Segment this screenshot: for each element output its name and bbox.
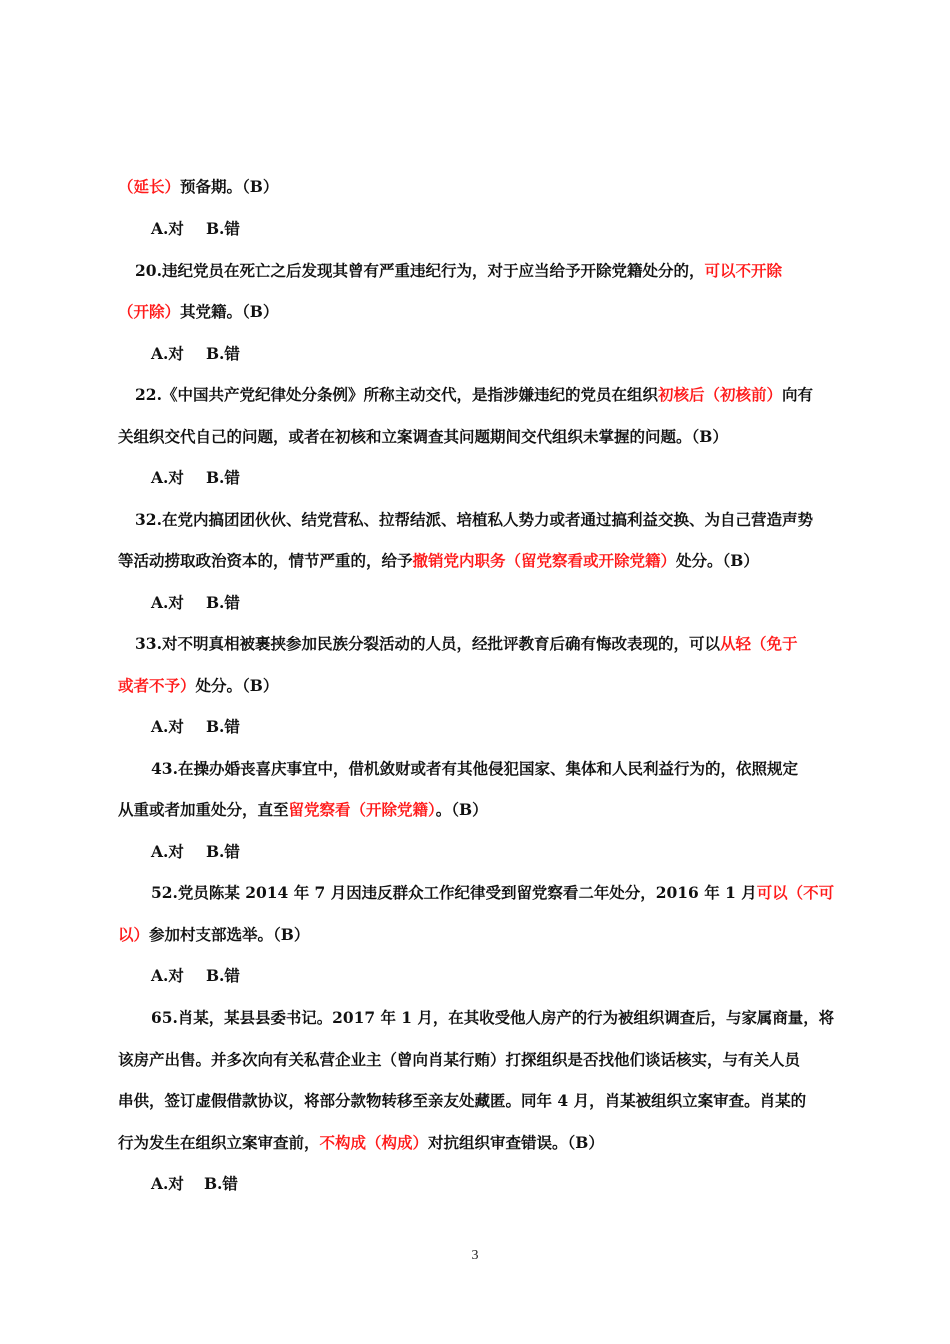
q32-tail: 处分。（B） (676, 551, 759, 570)
option-b[interactable]: B.错 (205, 593, 240, 612)
q43-tail: 。（B） (435, 800, 488, 819)
q33-line1 (135, 634, 834, 654)
q65-text: 65.肖某，某县县委书记。2017 年 1 月，在其收受他人房产的行为被组织调查后，与家属商量，将 (151, 1008, 835, 1027)
option-a[interactable]: A.对 (151, 966, 184, 985)
option-a[interactable]: A.对 (151, 717, 184, 736)
q20-text: 20.违纪党员在死亡之后发现其曾有严重违纪行为，对于应当给予开除党籍处分的， (135, 261, 705, 280)
option-a[interactable]: A.对 (151, 1174, 184, 1193)
q19-line (118, 177, 834, 197)
q19-options (151, 219, 240, 239)
q19-text: 预备期。（B） (180, 177, 279, 196)
q22-text2: 关组织交代自己的问题，或者在初核和立案调查其问题期间交代组织未掌握的问题。（B） (118, 427, 728, 446)
q32-line1 (135, 510, 834, 530)
q20-red: 可以不开除 (704, 261, 782, 280)
q32-text: 32.在党内搞团团伙伙、结党营私、拉帮结派、培植私人势力或者通过搞利益交换、为自己营造声势 (135, 510, 813, 529)
option-b[interactable]: B.错 (203, 1174, 238, 1193)
q65-tail: 对抗组织审查错误。（B） (428, 1133, 604, 1152)
q52-text: 52.党员陈某 2014 年 7 月因违反群众工作纪律受到留党察看二年处分，2016 年 1 月 (151, 883, 757, 902)
q65-line1 (151, 1008, 835, 1028)
q22-tail: 向有 (781, 385, 813, 404)
option-a[interactable]: A.对 (151, 344, 184, 363)
q22-options (151, 468, 240, 488)
q20-line1 (135, 261, 834, 281)
q65-text3: 串供，签订虚假借款协议，将部分款物转移至亲友处藏匿。同年 4 月，肖某被组织立案审查。肖某的 (118, 1091, 807, 1110)
q65-red: 不构成（构成） (319, 1133, 429, 1152)
q33-red2: 或者不予） (118, 676, 196, 695)
q20-line2 (118, 302, 834, 322)
q65-line4 (118, 1133, 834, 1153)
q33-line2 (118, 676, 834, 696)
q33-text2: 处分。（B） (195, 676, 279, 695)
q65-text4: 行为发生在组织立案审查前， (118, 1133, 320, 1152)
q22-line1 (135, 385, 834, 405)
option-b[interactable]: B.错 (205, 842, 240, 861)
q43-line1 (151, 759, 834, 779)
q22-text: 22.《中国共产党纪律处分条例》所称主动交代，是指涉嫌违纪的党员在组织 (135, 385, 658, 404)
q20-options (151, 344, 240, 364)
q65-line2 (118, 1050, 834, 1070)
q52-red: 可以（不可 (756, 883, 835, 902)
q65-line3 (118, 1091, 834, 1111)
q33-text: 33.对不明真相被裹挟参加民族分裂活动的人员，经批评教育后确有悔改表现的，可以 (135, 634, 720, 653)
option-b[interactable]: B.错 (205, 344, 240, 363)
q32-text2: 等活动捞取政治资本的，情节严重的，给予 (118, 551, 413, 570)
q52-line2 (118, 925, 834, 945)
q22-red: 初核后（初核前） (657, 385, 782, 404)
option-b[interactable]: B.错 (205, 966, 240, 985)
option-a[interactable]: A.对 (151, 219, 184, 238)
q19-red: （延长） (118, 177, 181, 196)
q33-red: 从轻（免于 (719, 634, 798, 653)
option-a[interactable]: A.对 (151, 593, 184, 612)
q32-red: 撤销党内职务（留党察看或开除党籍） (412, 551, 677, 570)
option-b[interactable]: B.错 (205, 717, 240, 736)
q32-line2 (118, 551, 834, 571)
q32-options (151, 593, 240, 613)
q20-red2: （开除） (118, 302, 181, 321)
q65-options (151, 1174, 238, 1194)
q52-red2: 以） (118, 925, 150, 944)
page-number: 3 (471, 1248, 479, 1263)
q52-text2: 参加村支部选举。（B） (149, 925, 310, 944)
option-b[interactable]: B.错 (205, 468, 240, 487)
q22-line2 (118, 427, 834, 447)
option-b[interactable]: B.错 (205, 219, 240, 238)
q52-line1 (151, 883, 833, 903)
q43-red: 留党察看（开除党籍） (288, 800, 436, 819)
q20-text2: 其党籍。（B） (180, 302, 279, 321)
q65-text2: 该房产出售。并多次向有关私营企业主（曾向肖某行贿）打探组织是否找他们谈话核实，与有关人员 (118, 1050, 801, 1069)
option-a[interactable]: A.对 (151, 468, 184, 487)
q43-text: 43.在操办婚丧喜庆事宜中，借机敛财或者有其他侵犯国家、集体和人民利益行为的，依照规定 (151, 759, 798, 778)
option-a[interactable]: A.对 (151, 842, 184, 861)
q43-line2 (118, 800, 834, 820)
q43-options (151, 842, 240, 862)
q33-options (151, 717, 240, 737)
q43-text2: 从重或者加重处分，直至 (118, 800, 289, 819)
q52-options (151, 966, 240, 986)
